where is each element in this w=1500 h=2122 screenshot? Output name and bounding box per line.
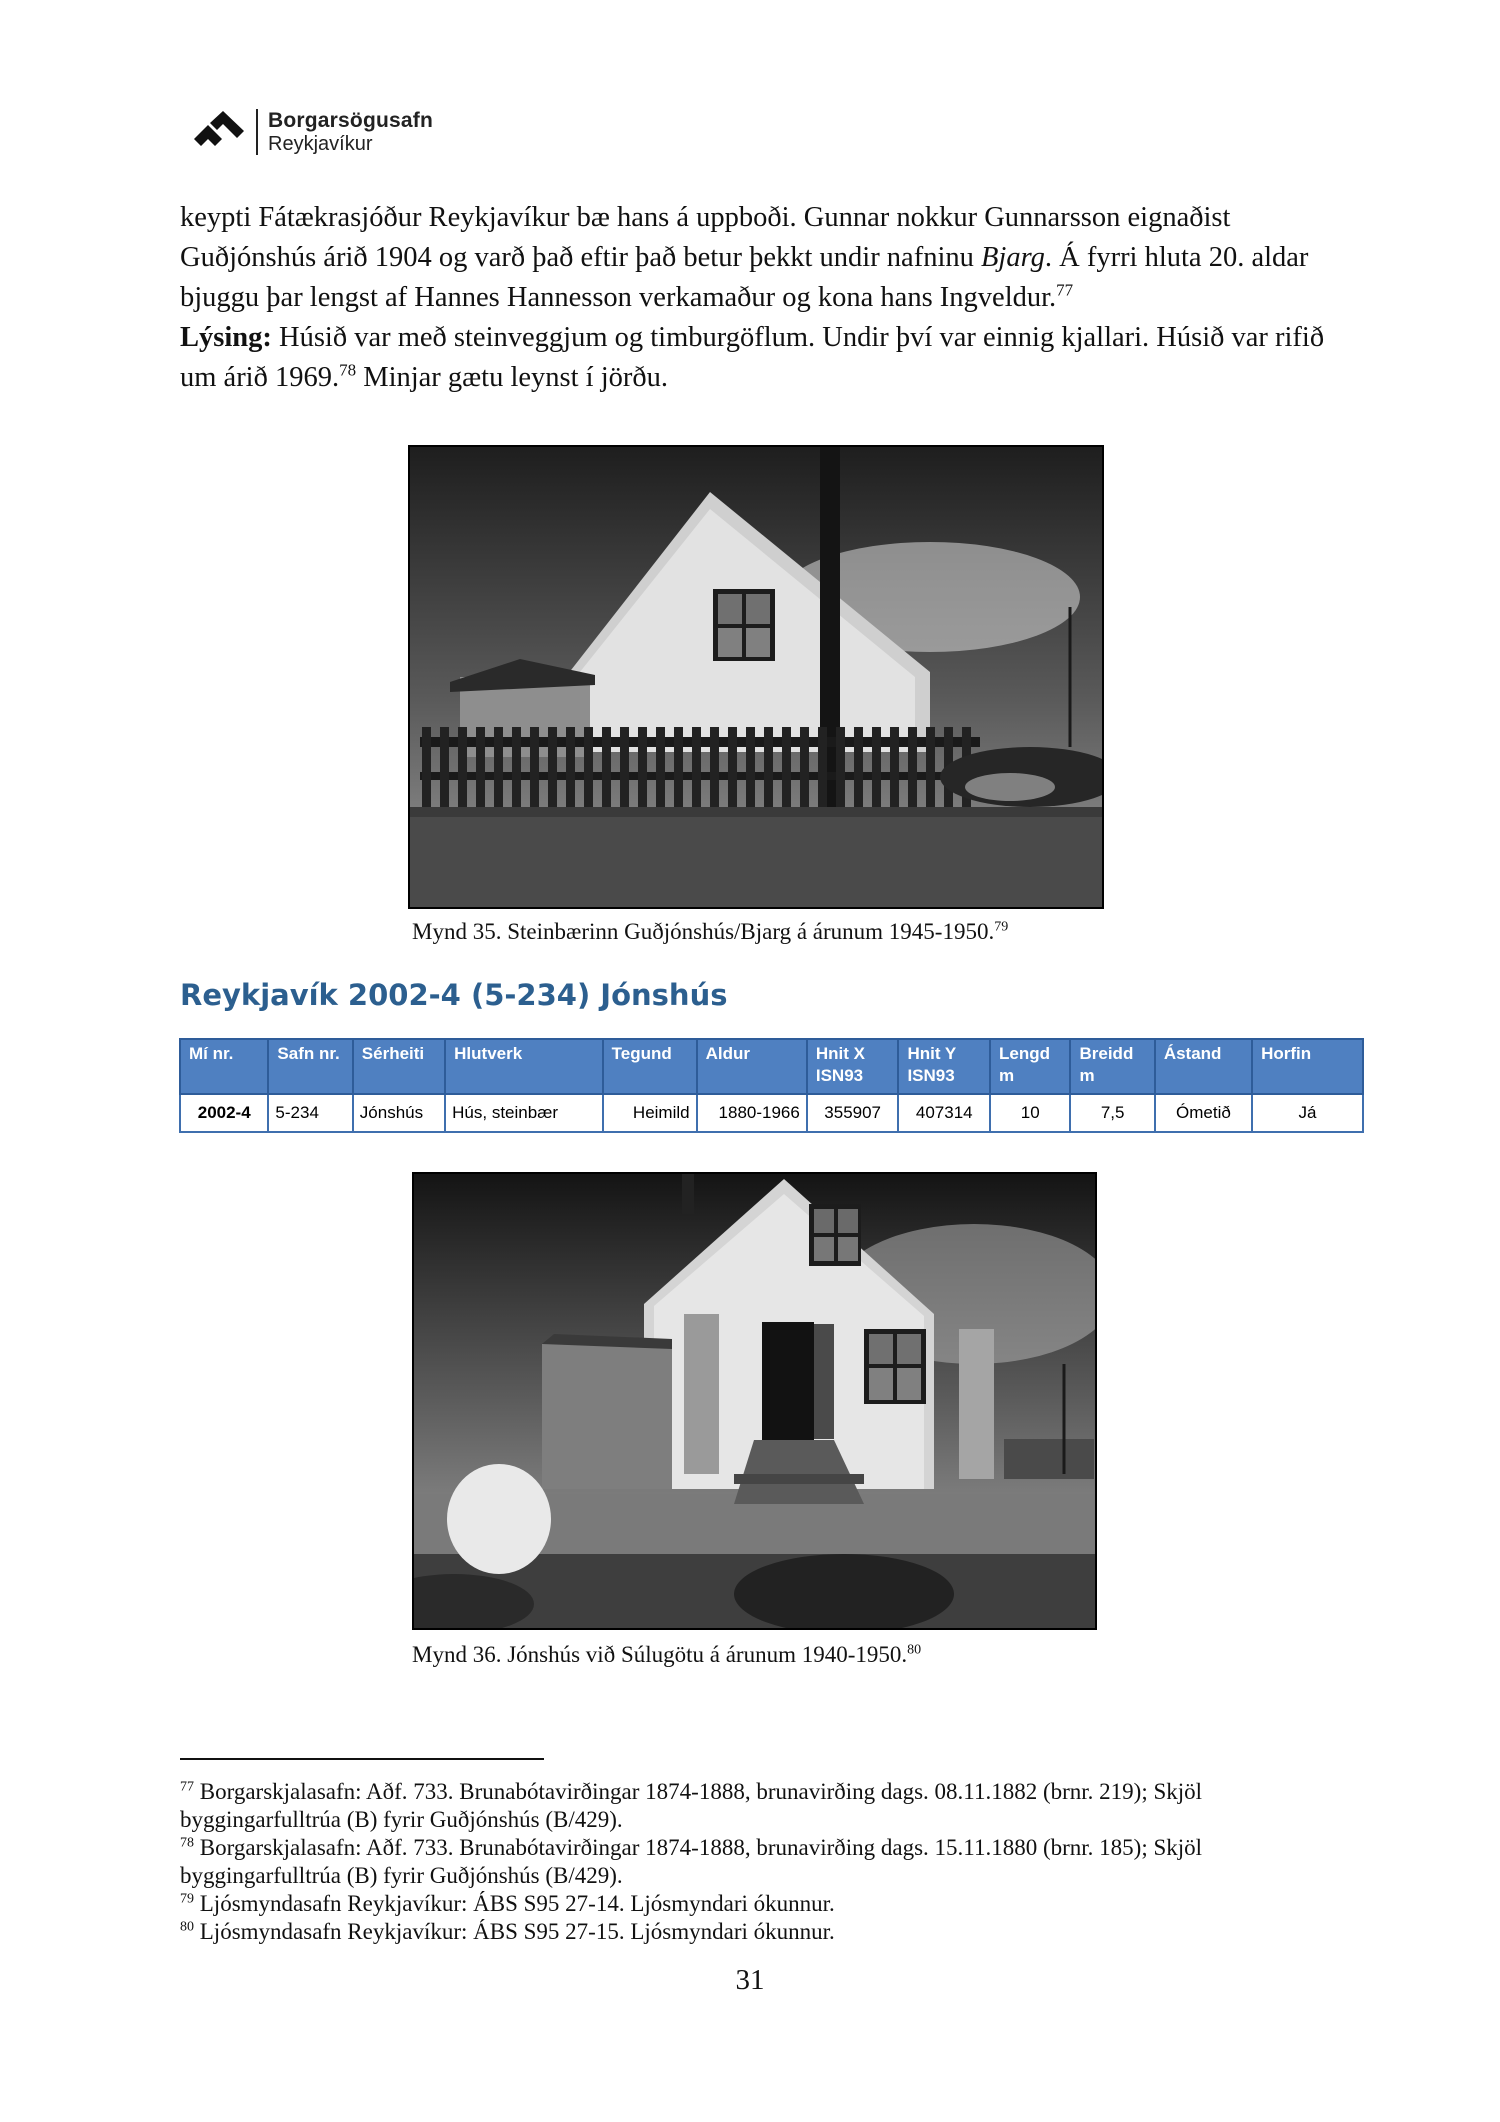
col-header-hnit-y: Hnit Y ISN93 bbox=[898, 1039, 990, 1094]
footnote-separator bbox=[180, 1758, 544, 1760]
footnote-77: $^{77}$ Borgarskjalasafn: Aðf. 733. Brunabótavirðingar 1874-1888, brunavirðing dags. 08.11.1882 (brnr. 219); Skjöl byggingarfulltrúa (B) fyrir Guðjónshús (B/429). bbox=[180, 1779, 1203, 1832]
logo-name: Borgarsögusafn bbox=[268, 109, 433, 133]
logo-divider bbox=[256, 109, 258, 155]
page-number: 31 bbox=[735, 1964, 765, 1996]
col-header-safn-nr: Safn nr. bbox=[268, 1039, 352, 1094]
logo-chevron-icon bbox=[192, 109, 248, 155]
col-header-hlutverk: Hlutverk bbox=[445, 1039, 603, 1094]
cell-hnit-x: 355907 bbox=[807, 1094, 899, 1132]
cell-serheiti: Jónshús bbox=[353, 1094, 445, 1132]
body-text bbox=[180, 198, 1340, 398]
house-name-italic: Bjarg bbox=[981, 242, 1045, 273]
section-heading: Reykjavík 2002-4 (5-234) Jónshús bbox=[180, 978, 728, 1012]
footnote-ref-78[interactable]: 78 bbox=[339, 360, 357, 380]
footnote-ref-77[interactable]: 77 bbox=[1056, 280, 1074, 300]
description-label: Lýsing: bbox=[180, 322, 272, 353]
cell-mi-nr: 2002-4 bbox=[180, 1094, 268, 1132]
table-header-row bbox=[180, 1039, 1363, 1094]
cell-hnit-y: 407314 bbox=[898, 1094, 990, 1132]
footnote-80: $^{80}$ Ljósmyndasafn Reykjavíkur: ÁBS S95 27-15. Ljósmyndari ókunnur. bbox=[180, 1919, 835, 1944]
col-header-breidd: Breidd m bbox=[1070, 1039, 1154, 1094]
footnote-78: $^{78}$ Borgarskjalasafn: Aðf. 733. Brunabótavirðingar 1874-1888, brunavirðing dags. 15.11.1880 (brnr. 185); Skjöl byggingarfulltrúa (B) fyrir Guðjónshús (B/429). bbox=[180, 1835, 1203, 1888]
cell-breidd: 7,5 bbox=[1070, 1094, 1154, 1132]
figure-caption-35: Mynd 35. Steinbærinn Guðjónshús/Bjarg á árunum 1945-1950.79 bbox=[412, 919, 1009, 944]
cell-tegund: Heimild bbox=[603, 1094, 697, 1132]
footnote-79: $^{79}$ Ljósmyndasafn Reykjavíkur: ÁBS S95 27-14. Ljósmyndari ókunnur. bbox=[180, 1891, 835, 1916]
paragraph-description: Lýsing: Húsið var með steinveggjum og timburgöflum. Undir því var einnig kjallari. Húsið var rifið um árið 1969.78 Minjar gætu leynst í jörðu. bbox=[180, 322, 1325, 393]
cell-lengd: 10 bbox=[990, 1094, 1070, 1132]
cell-safn-nr: 5-234 bbox=[268, 1094, 352, 1132]
col-header-hnit-x: Hnit X ISN93 bbox=[807, 1039, 899, 1094]
col-header-mi-nr: Mí nr. bbox=[180, 1039, 268, 1094]
col-header-serheiti: Sérheiti bbox=[353, 1039, 445, 1094]
cell-aldur: 1880-1966 bbox=[697, 1094, 807, 1132]
cell-astand: Ómetið bbox=[1155, 1094, 1252, 1132]
col-header-lengd: Lengd m bbox=[990, 1039, 1070, 1094]
logo-subtitle: Reykjavíkur bbox=[268, 132, 373, 155]
footnote-ref-79[interactable]: 79 bbox=[994, 919, 1009, 935]
paragraph-history: keypti Fátækrasjóður Reykjavíkur bæ hans á uppboði. Gunnar nokkur Gunnarsson eignaðist Guðjónshús árið 1904 og varð það eftir það betur þekkt undir nafninu Bjarg. Á fyrri hluta 20. aldar bjuggu þar lengst af Hannes Hannesson verkamaður og kona hans Ingveldur.$^{77}$ bbox=[180, 202, 1309, 313]
col-header-tegund: Tegund bbox=[603, 1039, 697, 1094]
photo-jonshus bbox=[412, 1172, 1097, 1630]
footnotes bbox=[180, 1778, 1340, 1946]
site-registry-table bbox=[179, 1038, 1364, 1133]
footnote-ref-80[interactable]: 80 bbox=[907, 1642, 922, 1658]
col-header-aldur: Aldur bbox=[697, 1039, 807, 1094]
cell-hlutverk: Hús, steinbær bbox=[445, 1094, 603, 1132]
photo-gudjonshus bbox=[408, 445, 1104, 909]
table-row bbox=[180, 1094, 1363, 1132]
cell-horfin: Já bbox=[1252, 1094, 1363, 1132]
col-header-horfin: Horfin bbox=[1252, 1039, 1363, 1094]
figure-caption-36: Mynd 36. Jónshús við Súlugötu á árunum 1940-1950.80 bbox=[412, 1642, 922, 1667]
museum-logo bbox=[192, 104, 433, 160]
col-header-astand: Ástand bbox=[1155, 1039, 1252, 1094]
